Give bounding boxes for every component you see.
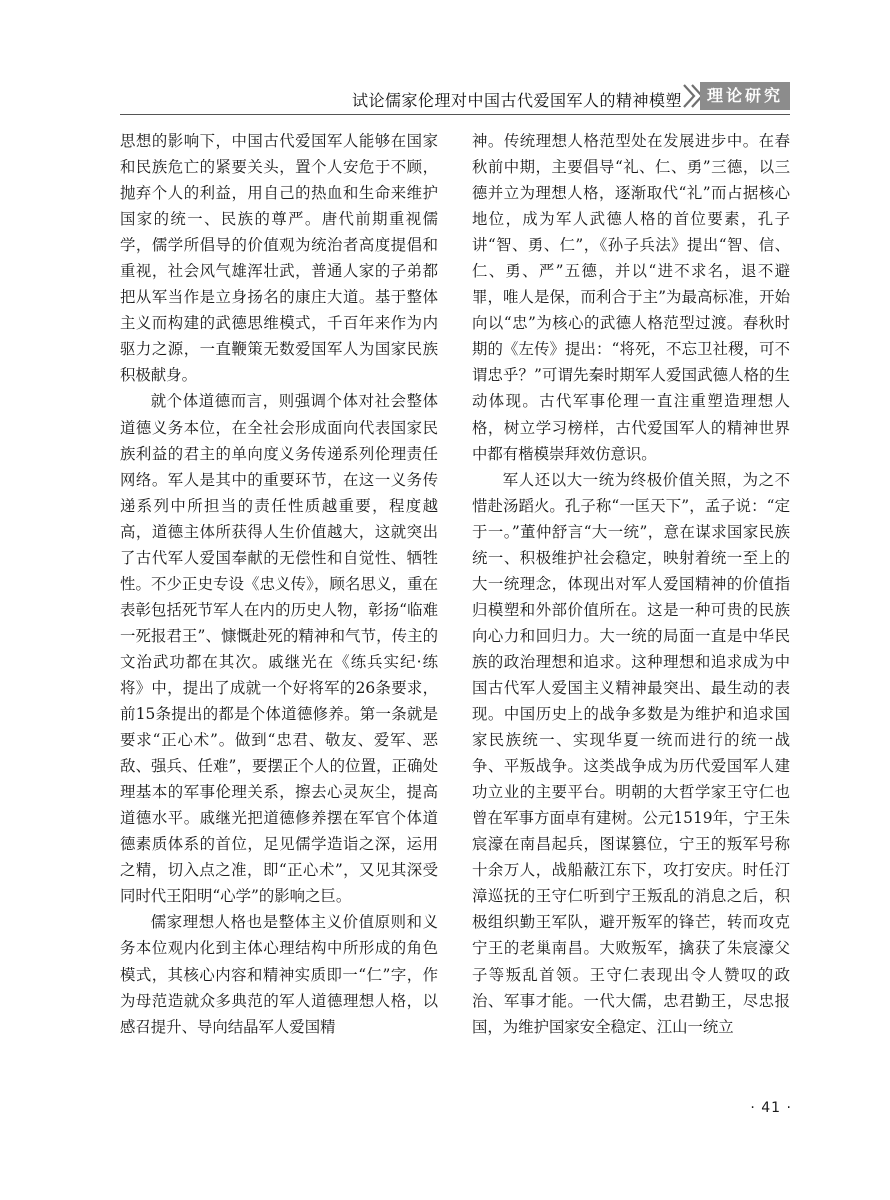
paragraph: 就个体道德而言，则强调个体对社会整体道德义务本位，在全社会形成面向代表国家民族利益的君主的单向度义务传递系列伦理责任网络。军人是其中的重要环节，在这一义务传递系列中所担当的责任性质越重要，程度越高，道德主体所获得人生价值越大，这就突出了古代军人爱国奉献的无偿性和自觉性、牺牲性。不少正史专设《忠义传》，顾名思义，重在表彰包括死节军人在内的历史人物，彰扬“临难一死报君王”、慷慨赴死的精神和气节，传主的文治武功都在其次。戚继光在《练兵实纪·练将》中，提出了成就一个好将军的26条要求，前15条提出的都是个体道德修养。第一条就是要求“正心术”。做到“忠君、敬友、爱军、恶敌、强兵、任难”，要摆正个人的位置，正确处理基本的军事伦理关系，擦去心灵灰尘，提高道德水平。戚继光把道德修养摆在军官个体道德素质体系的首位，足见儒学造诣之深，运用之精，切入点之准，即“正心术”，又见其深受同时代王阳明“心学”的影响之巨。 [120, 392, 438, 906]
right-column [472, 128, 790, 1040]
section-label: 理论研究 [700, 82, 790, 110]
running-header [0, 0, 890, 118]
article-title: 试论儒家伦理对中国古代爱国军人的精神模塑 [351, 91, 682, 110]
paragraph: 神。传统理想人格范型处在发展进步中。在春秋前中期，主要倡导“礼、仁、勇”三德，以三德并立为理想人格，逐渐取代“礼”而占据核心地位，成为军人武德人格的首位要素，孔子讲“智、勇、仁”，《孙子兵法》提出“智、信、仁、勇、严”五德，并以“进不求名，退不避罪，唯人是保，而利合于主”为最高标准，开始向以“忠”为核心的武德人格范型过渡。春秋时期的《左传》提出：“将死，不忘卫社稷，可不谓忠乎？”可谓先秦时期军人爱国武德人格的生动体现。古代军事伦理一直注重塑造理想人格，树立学习榜样，古代爱国军人的精神世界中都有楷模崇拜效仿意识。 [472, 132, 790, 463]
paragraph: 儒家理想人格也是整体主义价值原则和义务本位观内化到主体心理结构中所形成的角色模式，其核心内容和精神实质即一“仁”字，作为母范造就众多典范的军人道德理想人格，以感召提升、导向结晶军人爱国精 [120, 913, 438, 1036]
header-divider [120, 114, 790, 115]
page-number: · 41 · [750, 1100, 792, 1116]
paragraph: 思想的影响下，中国古代爱国军人能够在国家和民族危亡的紧要关头，置个人安危于不顾，抛弃个人的利益，用自己的热血和生命来维护国家的统一、民族的尊严。唐代前期重视儒学，儒学所倡导的价值观为统治者高度提倡和重视，社会风气雄浑壮武，普通人家的子弟都把从军当作是立身扬名的康庄大道。基于整体主义而构建的武德思维模式，千百年来作为内驱力之源，一直鞭策无数爱国军人为国家民族积极献身。 [120, 132, 438, 385]
left-column [120, 128, 438, 1040]
paragraph: 军人还以大一统为终极价值关照，为之不惜赴汤蹈火。孔子称“一匡天下”，孟子说：“定于一。”董仲舒言“大一统”，意在谋求国家民族统一、积极维护社会稳定，映射着统一至上的大一统理念，体现出对军人爱国精神的价值指归模塑和外部价值所在。这是一种可贵的民族向心力和回归力。大一统的局面一直是中华民族的政治理想和追求。这种理想和追求成为中国古代军人爱国主义精神最突出、最生动的表现。中国历史上的战争多数是为维护和追求国家民族统一、实现华夏一统而进行的统一战争、平叛战争。这类战争成为历代爱国军人建功立业的主要平台。明朝的大哲学家王守仁也曾在军事方面卓有建树。公元1519年，宁王朱宸濠在南昌起兵，图谋篡位，宁王的叛军号称十余万人，战船蔽江东下，攻打安庆。时任汀漳巡抚的王守仁听到宁王叛乱的消息之后，积极组织勤王军队，避开叛军的锋芒，转而攻克宁王的老巢南昌。大败叛军，擒获了朱宸濠父子等叛乱首领。王守仁表现出令人赞叹的政治、军事才能。一代大儒，忠君勤王，尽忠报国，为维护国家安全稳定、江山一统立 [472, 470, 790, 1036]
